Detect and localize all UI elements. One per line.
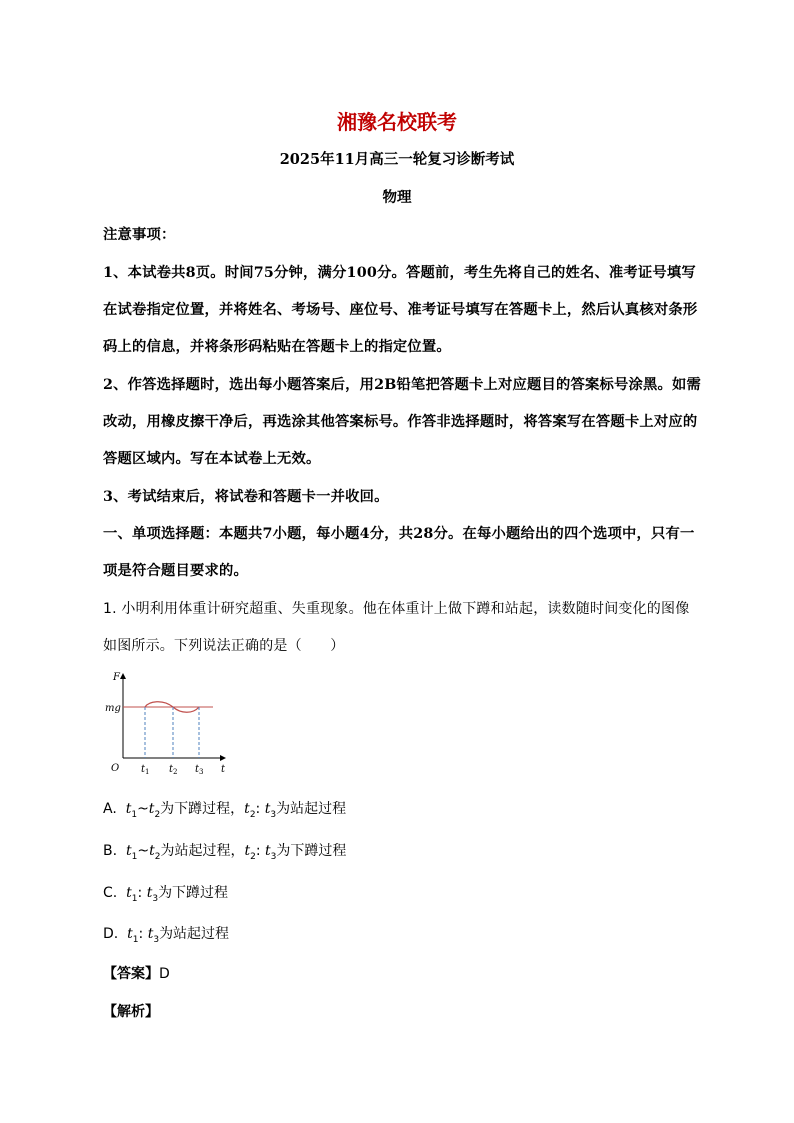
- option-b[interactable]: B. $t_1\sim t_2$为站起过程，$t_2$: $t_3$为下蹲过程: [103, 843, 347, 862]
- x-axis-label: t: [221, 764, 226, 775]
- exam-subtitle: 2025年11月高三一轮复习诊断考试: [279, 151, 515, 168]
- t2-tick-label: $t_2$: [169, 764, 178, 776]
- answer-label: 【答案】: [103, 966, 159, 982]
- section-heading-line-2: 项是符合题目要求的。: [103, 563, 248, 579]
- notice-item-1-line-1: 1、本试卷共8页。时间75分钟，满分100分。答题前，考生先将自己的姓名、准考证号填写: [103, 265, 696, 281]
- option-a[interactable]: A. $t_1\sim t_2$为下蹲过程，$t_2$: $t_3$为站起过程: [103, 801, 347, 820]
- answer-line: [103, 963, 170, 983]
- notice-item-3: 3、考试结束后，将试卷和答题卡一并收回。: [103, 489, 389, 505]
- question-1-stem-line-2: 如图所示。下列说法正确的是（ ）: [103, 638, 345, 654]
- force-time-graph: [103, 668, 233, 780]
- origin-label: O: [111, 763, 120, 774]
- exam-subject: 物理: [382, 189, 412, 206]
- notice-item-1-line-2: 在试卷指定位置，并将姓名、考场号、座位号、准考证号填写在答题卡上，然后认真核对条形: [103, 302, 698, 318]
- answer-value: D: [159, 966, 170, 982]
- notice-heading: 注意事项：: [103, 227, 176, 243]
- question-1-stem-line-1: 1. 小明利用体重计研究超重、失重现象。他在体重计上做下蹲和站起，读数随时间变化的图像: [103, 601, 690, 617]
- y-axis-label: F: [113, 672, 120, 683]
- option-d[interactable]: D. $t_1$: $t_3$为站起过程: [103, 926, 230, 945]
- exam-title: 湘豫名校联考: [337, 110, 457, 134]
- notice-item-2-line-1: 2、作答选择题时，选出每小题答案后，用2B铅笔把答题卡上对应题目的答案标号涂黑。如需: [103, 377, 701, 393]
- notice-item-2-line-3: 答题区域内。写在本试卷上无效。: [103, 451, 321, 467]
- t1-tick-label: $t_1$: [141, 764, 150, 776]
- notice-item-2-line-2: 改动，用橡皮擦干净后，再选涂其他答案标号。作答非选择题时，将答案写在答题卡上对应的: [103, 414, 698, 430]
- mg-label: mg: [105, 703, 121, 714]
- t3-tick-label: $t_3$: [195, 764, 204, 776]
- analysis-label: 【解析】: [103, 1004, 159, 1020]
- notice-item-1-line-3: 码上的信息，并将条形码粘贴在答题卡上的指定位置。: [103, 339, 451, 355]
- option-c[interactable]: C. $t_1$: $t_3$为下蹲过程: [103, 885, 229, 904]
- section-heading-line-1: 一、单项选择题：本题共7小题，每小题4分，共28分。在每小题给出的四个选项中，只有一: [103, 526, 695, 542]
